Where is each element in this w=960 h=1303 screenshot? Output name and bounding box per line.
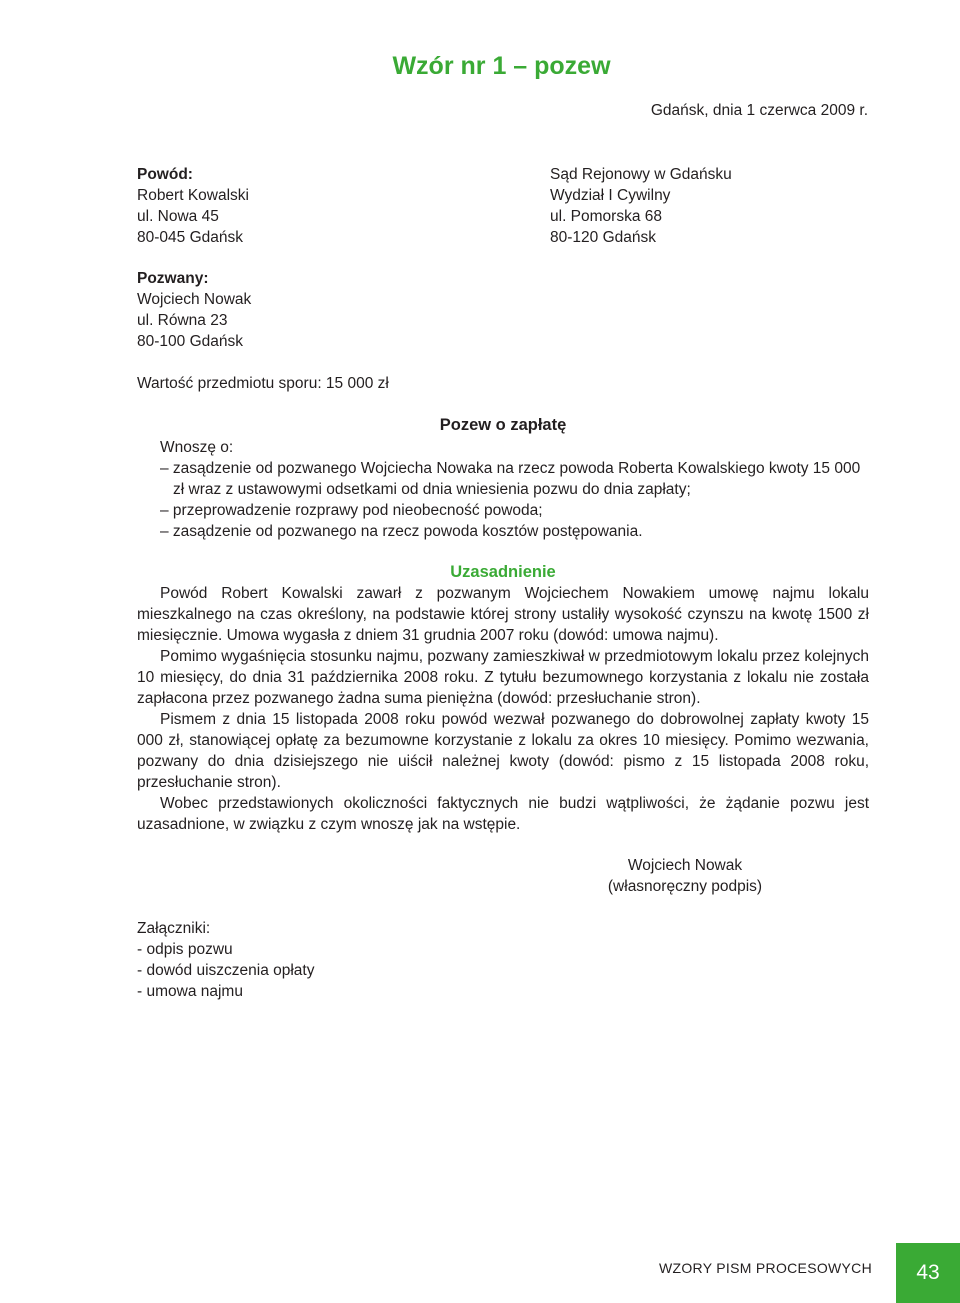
court-block [550, 164, 732, 248]
claim-item: – zasądzenie od pozwanego na rzecz powoda kosztów postępowania. [160, 523, 643, 540]
signature-block [560, 855, 810, 897]
attachment-item: - odpis pozwu [137, 941, 233, 958]
court-city: 80-120 Gdańsk [550, 229, 656, 246]
attachments-block [137, 918, 315, 1002]
court-name: Sąd Rejonowy w Gdańsku [550, 166, 732, 183]
signature-note: (własnoręczny podpis) [607, 878, 763, 895]
attachments-label: Załączniki: [137, 920, 211, 937]
justification-paragraph: Wobec przedstawionych okoliczności faktycznych nie budzi wątpliwości, że żądanie pozwu jest uzasadnione, w związku z czym wnoszę jak na wstępie. [137, 795, 869, 833]
defendant-name: Wojciech Nowak [137, 291, 252, 308]
plaintiff-name: Robert Kowalski [137, 187, 249, 204]
justification-paragraph: Pismem z dnia 15 listopada 2008 roku powód wezwał pozwanego do dobrowolnej zapłaty kwoty 15 000 zł, stanowiącej opłatę za bezumowne korzystanie z lokalu za okres 10 miesięcy. Pomimo wezwania, pozwany do dnia dzisiejszego nie uiścił należnej kwoty (dowód: pismo z 15 listopada 2008 roku, przesłuchanie stron). [137, 711, 869, 791]
defendant-label: Pozwany: [137, 270, 209, 287]
letter-date: Gdańsk, dnia 1 czerwca 2009 r. [650, 102, 868, 119]
claim-requests [160, 437, 872, 542]
court-street: ul. Pomorska 68 [550, 208, 662, 225]
plaintiff-block [137, 164, 249, 248]
signature-name: Wojciech Nowak [627, 857, 743, 874]
claim-item: – zasądzenie od pozwanego Wojciecha Nowaka na rzecz powoda Roberta Kowalskiego kwoty 15 000 zł wraz z ustawowymi odsetkami od dnia wniesienia pozwu do dnia zapłaty; [160, 460, 861, 498]
plaintiff-street: ul. Nowa 45 [137, 208, 219, 225]
attachment-item: - dowód uiszczenia opłaty [137, 962, 315, 979]
attachment-item: - umowa najmu [137, 983, 243, 1000]
claim-heading: Pozew o zapłatę [439, 416, 567, 434]
claim-intro: Wnoszę o: [160, 439, 234, 456]
justification-body [137, 583, 869, 835]
defendant-block [137, 268, 251, 352]
plaintiff-label: Powód: [137, 166, 193, 183]
justification-paragraph: Powód Robert Kowalski zawarł z pozwanym Wojciechem Nowakiem umowę najmu lokalu mieszkalnego na czas określony, na podstawie której strony ustaliły wysokość czynszu na kwotę 1500 zł miesięcznie. Umowa wygasła z dniem 31 grudnia 2007 roku (dowód: umowa najmu). [137, 585, 869, 644]
claim-item: – przeprowadzenie rozprawy pod nieobecność powoda; [160, 502, 543, 519]
plaintiff-city: 80-045 Gdańsk [137, 229, 243, 246]
justification-heading: Uzasadnienie [450, 563, 556, 581]
defendant-city: 80-100 Gdańsk [137, 333, 243, 350]
defendant-street: ul. Równa 23 [137, 312, 228, 329]
footer-section-title: WZORY PISM PROCESOWYCH [659, 1260, 872, 1276]
court-department: Wydział I Cywilny [550, 187, 671, 204]
justification-paragraph: Pomimo wygaśnięcia stosunku najmu, pozwany zamieszkiwał w przedmiotowym lokalu przez kolejnych 10 miesięcy, do dnia 31 października 2008 roku. Z tytułu bezumownego korzystania z lokalu nie została zapłacona przez pozwanego żadna suma pieniężna (dowód: przesłuchanie stron). [137, 648, 869, 707]
document-title: Wzór nr 1 – pozew [392, 52, 611, 80]
dispute-value: Wartość przedmiotu sporu: 15 000 zł [137, 375, 389, 392]
page-number: 43 [896, 1243, 960, 1303]
